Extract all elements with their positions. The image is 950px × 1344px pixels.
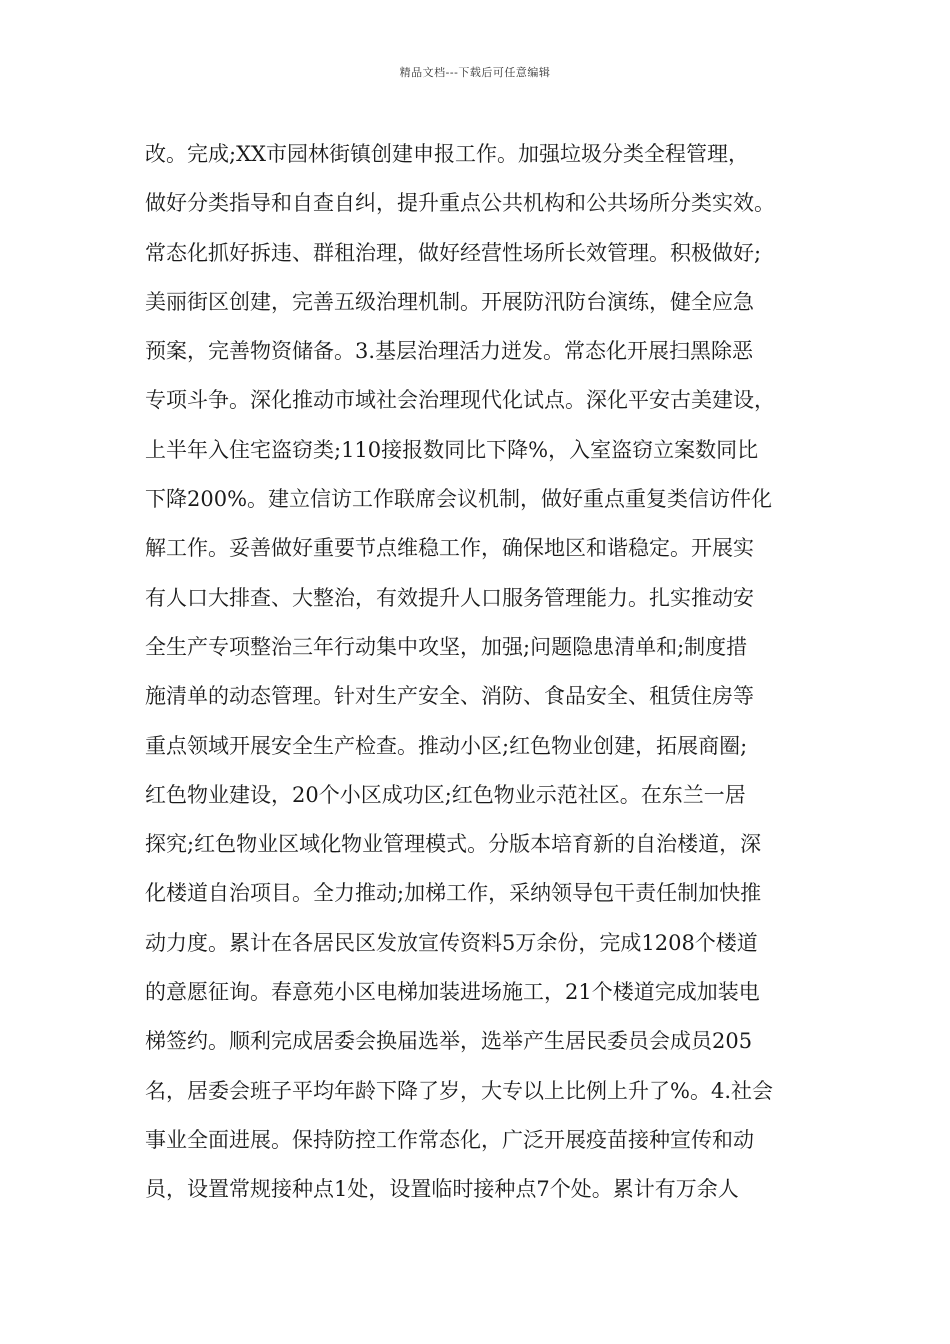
text-line: 化楼道自治项目。全力推动;加梯工作，采纳领导包干责任制加快推 — [145, 881, 762, 906]
text-line: 的意愿征询。春意苑小区电梯加装进场施工，21个楼道完成加装电 — [145, 980, 760, 1005]
text-line: 预案，完善物资储备。3.基层治理活力迸发。常态化开展扫黑除恶 — [145, 339, 754, 364]
text-line: 下降200%。建立信访工作联席会议机制，做好重点重复类信访件化 — [145, 487, 773, 512]
text-line: 解工作。妥善做好重要节点维稳工作，确保地区和谐稳定。开展实 — [145, 536, 754, 561]
text-line: 梯签约。顺利完成居委会换届选举，选举产生居民委员会成员205 — [145, 1029, 753, 1054]
text-line: 美丽街区创建，完善五级治理机制。开展防汛防台演练，健全应急 — [145, 289, 754, 314]
text-line: 常态化抓好拆违、群租治理，做好经营性场所长效管理。积极做好; — [145, 240, 762, 265]
text-line: 做好分类指导和自查自纠，提升重点公共机构和公共场所分类实效。 — [145, 191, 775, 216]
text-line: 全生产专项整治三年行动集中攻坚，加强;问题隐患清单和;制度措 — [145, 634, 748, 659]
text-line: 有人口大排查、大整治，有效提升人口服务管理能力。扎实推动安 — [145, 585, 754, 610]
text-line: 事业全面进展。保持防控工作常态化，广泛开展疫苗接种宣传和动 — [145, 1127, 754, 1152]
text-line: 红色物业建设，20个小区成功区;红色物业示范社区。在东兰一居 — [145, 782, 746, 807]
text-line: 员，设置常规接种点1处，设置临时接种点7个处。累计有万余人 — [145, 1177, 739, 1202]
text-line: 改。完成;XX市园林街镇创建申报工作。加强垃圾分类全程管理， — [145, 142, 749, 166]
page-header: 精品文档---下载后可任意编辑 — [399, 66, 551, 79]
text-line: 名，居委会班子平均年龄下降了岁，大专以上比例上升了%。4.社会 — [145, 1078, 773, 1103]
text-line: 专项斗争。深化推动市域社会治理现代化试点。深化平安古美建设， — [145, 388, 775, 413]
text-line: 动力度。累计在各居民区发放宣传资料5万余份，完成1208个楼道 — [145, 930, 758, 955]
document-body — [145, 130, 835, 1215]
text-line: 探究;红色物业区域化物业管理模式。分版本培育新的自治楼道，深 — [145, 832, 762, 857]
text-line: 重点领域开展安全生产检查。推动小区;红色物业创建，拓展商圈; — [145, 733, 748, 758]
text-line: 上半年入住宅盗窃类;110接报数同比下降%，入室盗窃立案数同比 — [145, 437, 759, 462]
text-line: 施清单的动态管理。针对生产安全、消防、食品安全、租赁住房等 — [145, 684, 754, 709]
